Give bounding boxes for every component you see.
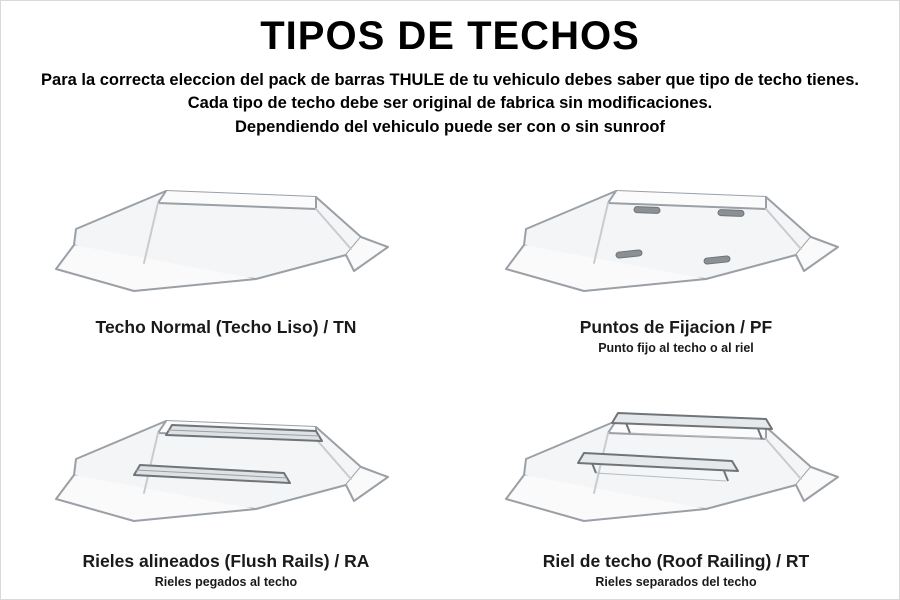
- roof-fixpoint-icon: [466, 159, 886, 309]
- subtitle-line-2: Cada tipo de techo debe ser original de fabrica sin modificaciones.: [187, 94, 713, 113]
- roof-type-caption: Rieles alineados (Flush Rails) / RA: [82, 551, 370, 571]
- subtitle-line-3: Dependiendo del vehiculo puede ser con o sin sunroof: [235, 117, 665, 136]
- roof-type-caption: Techo Normal (Techo Liso) / TN: [95, 317, 357, 337]
- roof-types-grid: [1, 151, 900, 591]
- roof-type-card-rieles-alineados: [1, 371, 451, 591]
- page-subtitle: [1, 69, 899, 139]
- subtitle-line-1: Para la correcta eleccion del pack de barras THULE de tu vehiculo debes saber que tipo de techo tienes.: [41, 71, 859, 89]
- roof-plain-icon: [16, 159, 436, 309]
- roof-railing-icon: [466, 389, 886, 539]
- page-title: TIPOS DE TECHOS: [260, 14, 640, 58]
- roof-type-subcaption: Rieles separados del techo: [595, 575, 757, 589]
- roof-type-card-riel-de-techo: [451, 371, 900, 591]
- roof-type-caption: Riel de techo (Roof Railing) / RT: [542, 551, 810, 571]
- roof-type-subcaption: Punto fijo al techo o al riel: [598, 341, 754, 355]
- roof-type-card-puntos-de-fijacion: [451, 151, 900, 371]
- roof-type-subcaption: Rieles pegados al techo: [154, 575, 298, 589]
- roof-type-caption: Puntos de Fijacion / PF: [579, 317, 773, 337]
- roof-type-card-techo-normal: [1, 151, 451, 371]
- roof-flush-rails-icon: [16, 389, 436, 539]
